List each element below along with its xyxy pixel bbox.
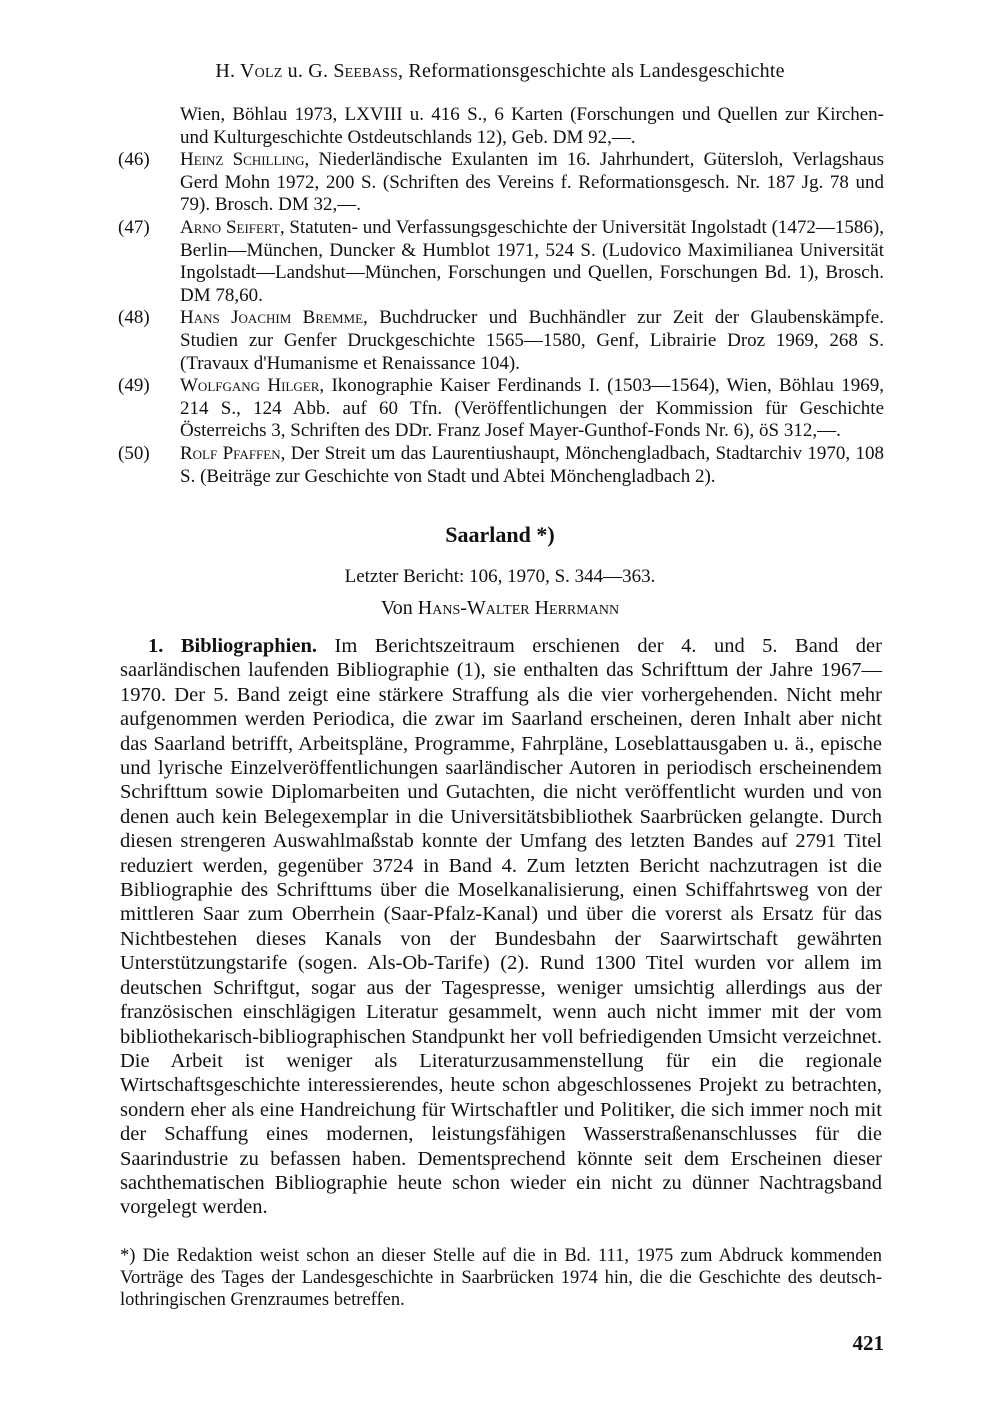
reference-number: (47) <box>118 216 150 238</box>
reference-author: Hans Joachim Bremme <box>180 307 364 329</box>
reference-number: (49) <box>118 375 150 397</box>
running-head-author1: H. Volz <box>215 60 283 82</box>
author-prefix: Von <box>380 597 418 619</box>
section-author <box>0 597 1000 620</box>
reference-text: , Niederländische Exulanten im 16. Jahrhundert, Gütersloh, Verlagshaus Gerd Mohn 1972, 200 S. (Schriften des Vereins f. Reformationsgesch. Nr. 187 Jg. 78 und 79). Brosch. DM 32,—. <box>180 149 885 216</box>
reference-text: , Ikonographie Kaiser Ferdinands I. (1503—1564), Wien, Böhlau 1969, 214 S., 124 Abb. auf 60 Tfn. (Veröffentlichungen der Kommission für Geschichte Österreichs 3, Schriften des DDr. Franz Josef Mayer-Gunthof-Fonds Nr. 6), öS 312,—. <box>180 375 884 442</box>
reference-item <box>118 443 884 488</box>
reference-body <box>180 217 884 307</box>
reference-number: (46) <box>118 149 150 171</box>
reference-author: Rolf Pfaffen <box>180 442 281 464</box>
author-name: Hans-Walter Herrmann <box>417 597 620 619</box>
reference-body <box>180 375 884 443</box>
reference-item <box>118 217 884 307</box>
paragraph-heading: 1. Bibliographien. <box>148 635 317 657</box>
reference-number: (48) <box>118 307 150 329</box>
reference-text: , Der Streit um das Laurentiushaupt, Mönchengladbach, Stadtarchiv 1970, 108 S. (Beiträge zur Geschichte von Stadt und Abtei Mönchengladbach 2). <box>180 442 884 487</box>
reference-body <box>180 443 884 488</box>
page-number: 421 <box>852 1331 884 1355</box>
reference-item <box>118 149 884 217</box>
paragraph-text: Im Berichtszeitraum erschienen der 4. und 5. Band der saarländischen laufenden Bibliographie (1), sie enthalten das Schrifttum der Jahre 1967—1970. Der 5. Band zeigt eine stärkere Straffung als die vier vorhergehenden. Nicht mehr aufgenommen werden Periodica, die zwar im Saarland erscheinen, deren Inhalt aber nicht das Saarland betrifft, Arbeitspläne, Programme, Fahrpläne, Loseblattausgaben u. ä., epische und lyrische Einzelveröffentlichungen saarländischer Autoren in periodisch erscheinendem Schrifttum sowie Diplomarbeiten und Gutachten, die nicht veröffentlicht wurden und von denen auch kein Belegexemplar in die Universitätsbibliothek Saarbrücken gelangte. Durch diesen strengeren Auswahlmaßstab konnte der Umfang des letzten Bandes auf 2791 Titel reduziert werden, gegenüber 3724 in Band 4. Zum letzten Bericht nachzutragen ist die Bibliographie des Schrifttums über die Moselkanalisierung, einen Schiffahrtsweg von der mittleren Saar zum Oberrhein (Saar-Pfalz-Kanal) und über die vorerst als Ersatz für das Nichtbestehen dieses Kanals von der Bundesbahn der Saarwirtschaft gewährten Unterstützungstarife (sogen. Als-Ob-Tarife) (2). Rund 1300 Titel wurden vor allem im deutschen Schriftgut, sogar aus der Tagespresse, weniger umsichtig allerdings aus der französischen einschlägigen Literatur gesammelt, wenn auch nicht immer mit der vom bibliothekarisch-bibliographischen Standpunkt her voll befriedigenden Umsicht verzeichnet. Die Arbeit ist weniger als Literaturzusammenstellung für ein die regionale Wirtschaftsgeschichte interessierendes, heute schon abgeschlossenes Projekt zu betrachten, sondern eher als eine Handreichung für Wirtschaftler und Politiker, die sich immer noch mit der Schaffung eines modernen, leistungsfähigen Wasserstraßenanschlusses für die Saarindustrie zu befassen haben. Dementsprechend könnte seit dem Erscheinen dieser sachthematischen Bibliographie heute schon wieder ein nicht zu dünner Nachtragsband vorgelegt werden. <box>120 635 882 1219</box>
reference-text: , Statuten- und Verfassungsgeschichte der Universität Ingolstadt (1472—1586), Berlin—München, Duncker & Humblot 1971, 524 S. (Ludovico Maximilianea Universität Ingolstadt—Landshut—München, Forschungen und Quellen, Forschungen Bd. 1), Brosch. DM 78,60. <box>180 216 884 306</box>
reference-item <box>118 104 884 149</box>
main-paragraph <box>120 634 882 1220</box>
reference-number: (50) <box>118 442 150 464</box>
section-title: Saarland *) <box>445 522 555 547</box>
running-head-title: , Reformationsgeschichte als Landesgeschichte <box>398 60 785 82</box>
reference-list <box>118 104 884 488</box>
running-head <box>0 60 1000 83</box>
reference-author: Arno Seifert <box>180 216 280 238</box>
running-head-conj: u. <box>282 60 309 82</box>
running-head-author2: G. Seebass <box>308 60 398 82</box>
reference-body <box>180 307 884 375</box>
reference-item <box>118 375 884 443</box>
reference-text: , Buchdrucker und Buchhändler zur Zeit der Glaubenskämpfe. Studien zur Genfer Druckgeschichte 1565—1580, Genf, Librairie Droz 1969, 268 S. (Travaux d'Humanisme et Renaissance 104). <box>180 307 884 374</box>
reference-continuation: Wien, Böhlau 1973, LXVIII u. 416 S., 6 Karten (Forschungen und Quellen zur Kirchen- und Kulturgeschichte Ostdeutschlands 12), Geb. DM 92,—. <box>180 104 884 148</box>
reference-item <box>118 307 884 375</box>
footnote: *) Die Redaktion weist schon an dieser Stelle auf die in Bd. 111, 1975 zum Abdruck kommenden Vorträge des Tages der Landesgeschichte in Saarbrücken 1974 hin, die die Geschichte des deutsch-lothringischen Grenzraumes betreffen. <box>120 1246 882 1310</box>
reference-body <box>180 149 884 217</box>
last-report-line: Letzter Bericht: 106, 1970, S. 344—363. <box>344 566 656 587</box>
reference-author: Wolfgang Hilger <box>180 375 320 397</box>
reference-author: Heinz Schilling <box>180 149 305 171</box>
